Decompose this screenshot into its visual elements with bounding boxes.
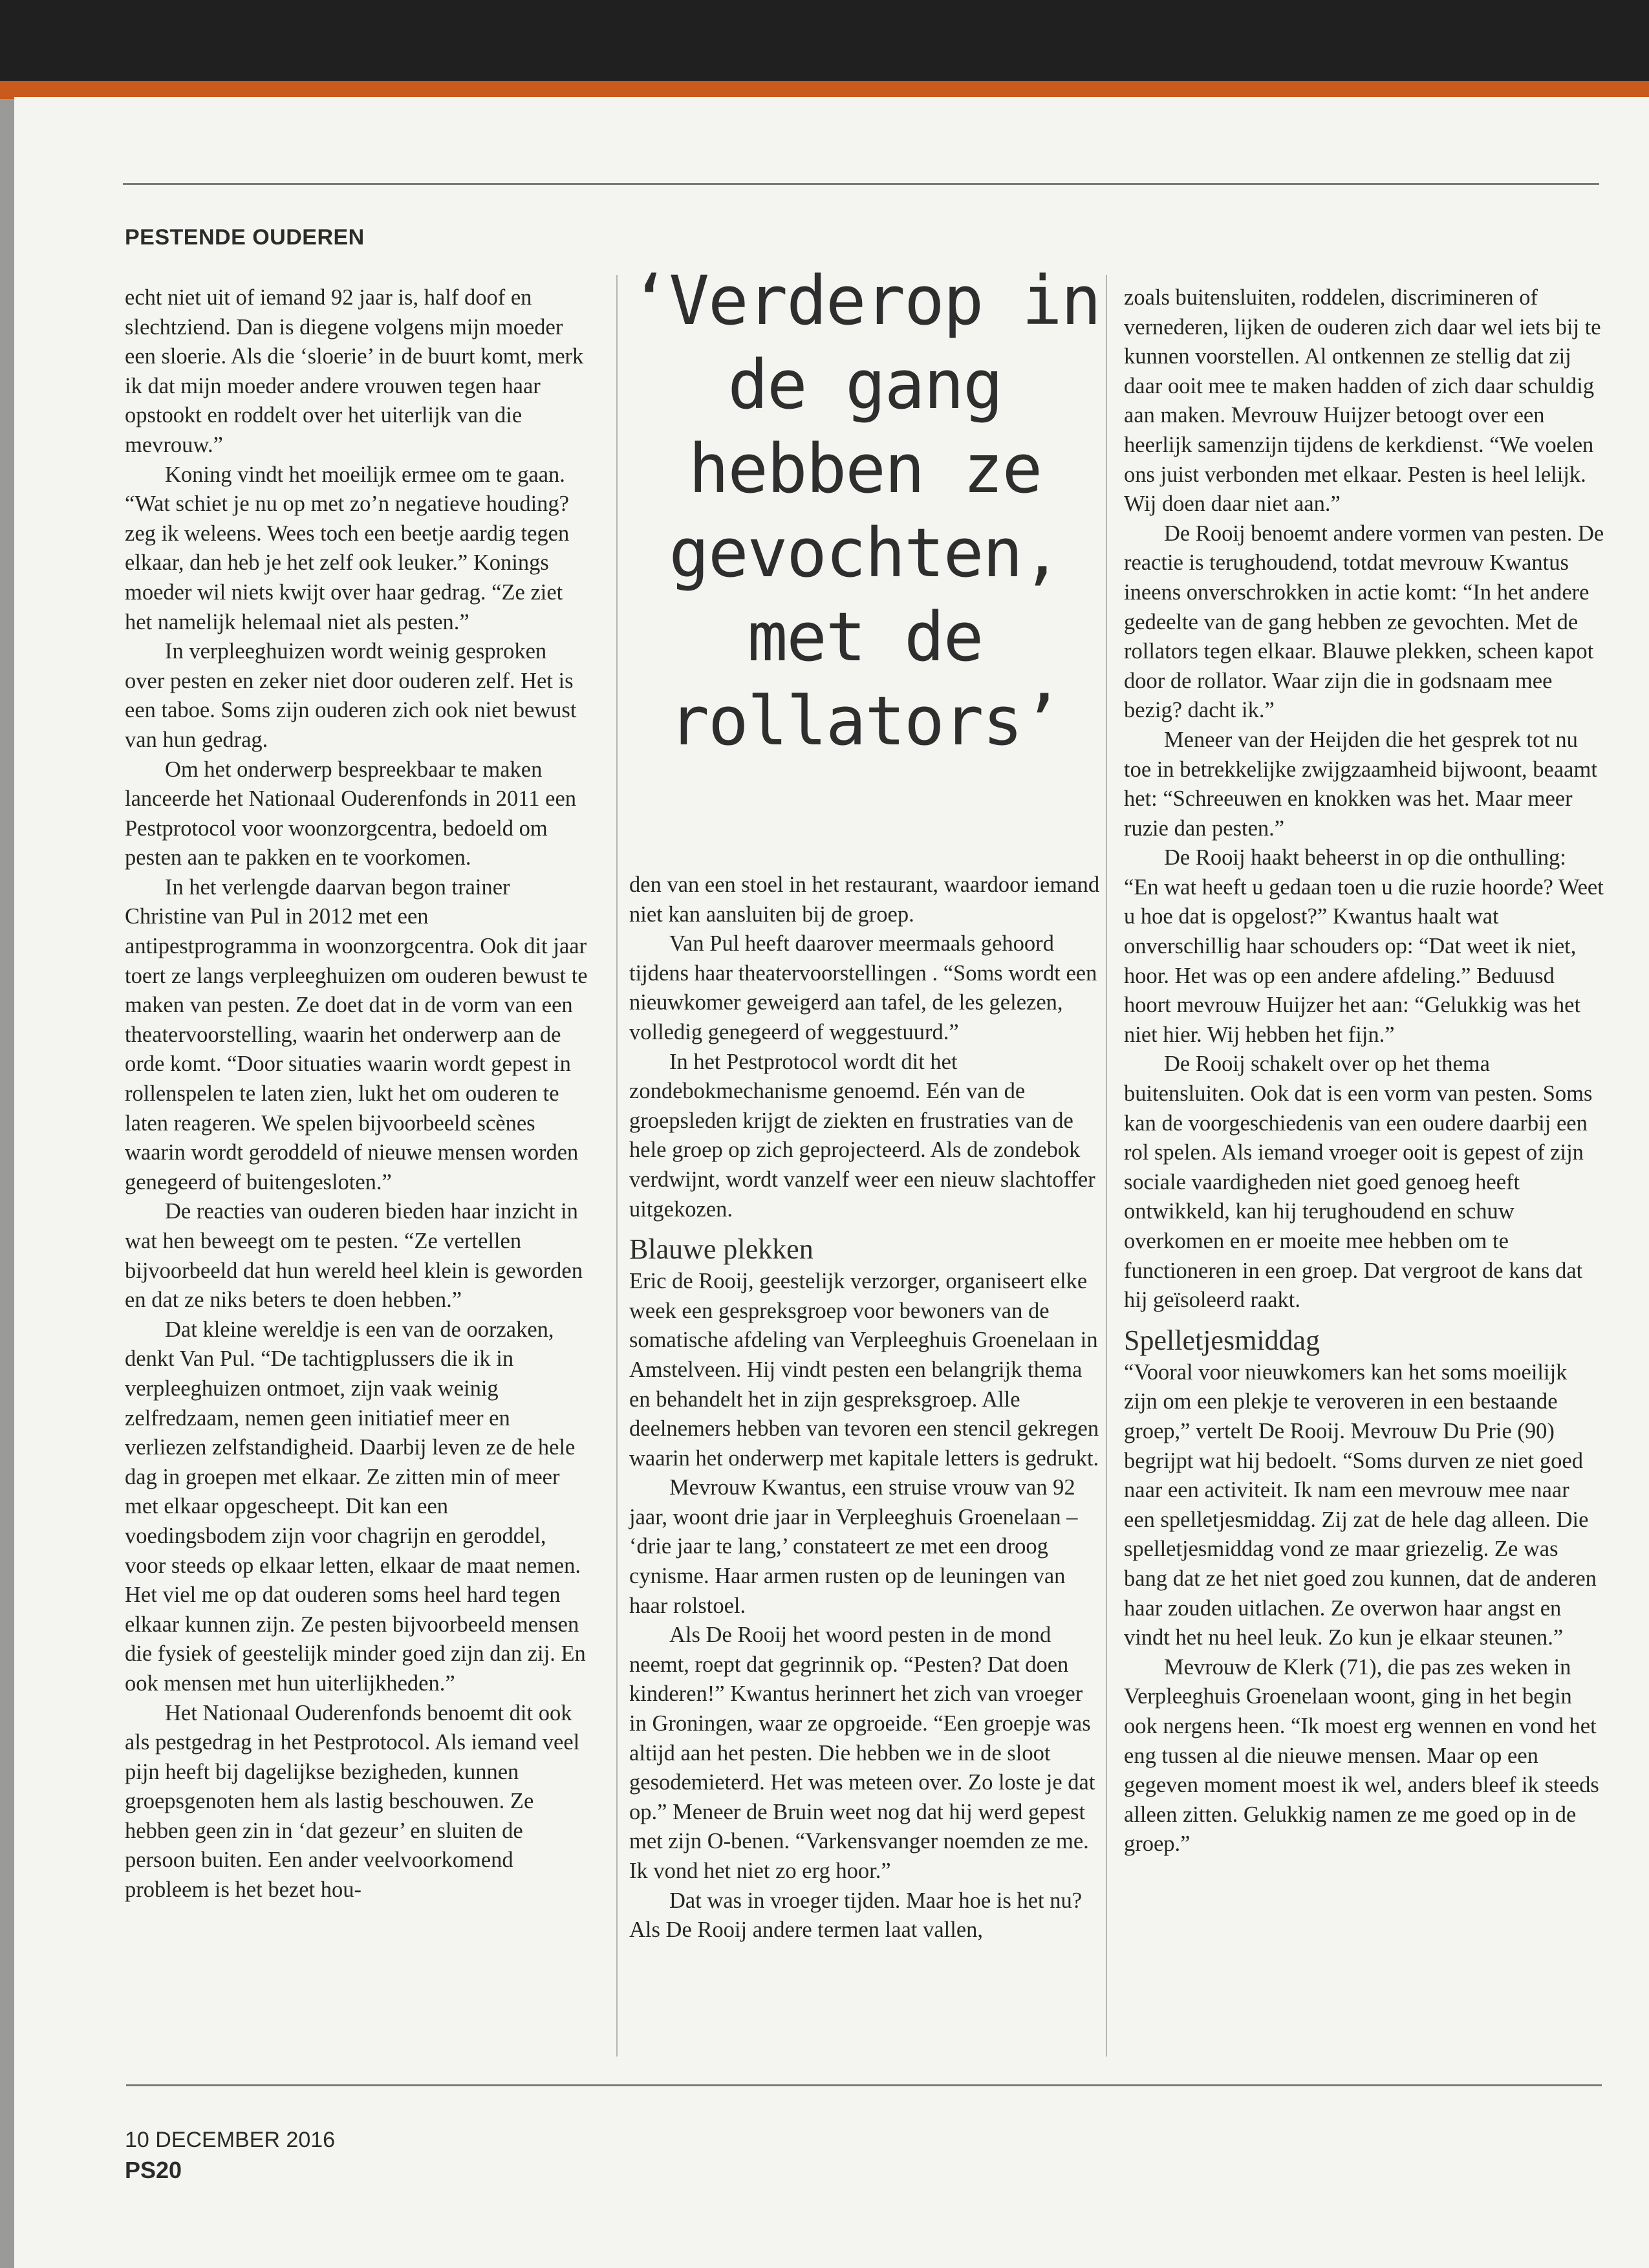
subheading-spelletjesmiddag: Spelletjesmiddag bbox=[1124, 1324, 1320, 1356]
paragraph: Dat kleine wereldje is een van de oorzaken, denkt Van Pul. “De tachtigplussers die ik in verpleeghuizen ontmoet, zijn vaak weinig zelfredzaam, nemen geen initiatief meer en verliezen zelfstandigheid. Daarbij leven ze de hele dag in groepen met elkaar. Ze zitten min of meer met elkaar opgescheept. Dit kan een voedingsbodem zijn voor chagrijn en geroddel, voor steeds op elkaar letten, elkaar de maat nemen. Het viel me op dat ouderen soms heel hard tegen elkaar kunnen zijn. Ze pesten bijvoorbeeld mensen die fysiek of geestelijk minder goed zijn dan zij. En ook mensen met hun uiterlijkheden.” bbox=[125, 1317, 586, 1696]
paragraph: In het verlengde daarvan begon trainer Christine van Pul in 2012 met een antipestprogramma in woonzorgcentra. Ook dit jaar toert ze langs verpleeghuizen om ouderen bewust te maken van pesten. Ze doet dat in de vorm van een theatervoorstelling, waarin het onderwerp aan de orde komt. “Door situaties waarin wordt gepest in rollenspelen te laten zien, lukt het om ouderen te laten reageren. We spelen bijvoorbeeld scènes waarin wordt geroddeld of nieuwe mensen worden genegeerd of buitengesloten.” bbox=[125, 874, 588, 1194]
pull-quote: ‘Verderop in de gang hebben ze gevochten, met de rollators’ bbox=[629, 261, 1101, 761]
header-rule bbox=[123, 183, 1599, 185]
column-divider-right bbox=[1106, 275, 1107, 2057]
article-column-2 bbox=[629, 870, 1105, 1945]
paragraph: Als De Rooij het woord pesten in de mond neemt, roept dat gegrinnik op. “Pesten? Dat doen kinderen!” Kwantus herinnert het zich van vroeger in Groningen, waar ze opgroeide. “Een groepje was altijd aan het pesten. Die hebben we in de sloot gesodemieterd. Het was meteen over. Zo loste je dat op.” Meneer de Bruin weet nog dat hij werd gepest met zijn O-benen. “Varkensvanger noemden ze me. Ik vond het niet zo erg hoor.” bbox=[629, 1623, 1095, 1883]
paragraph: Om het onderwerp bespreekbaar te maken lanceerde het Nationaal Ouderenfonds in 2011 een Pestprotocol voor woonzorgcentra, bedoeld om pesten aan te pakken en te voorkomen. bbox=[125, 757, 577, 870]
paragraph: den van een stoel in het restaurant, waardoor iemand niet kan aansluiten bij de groep. bbox=[629, 872, 1100, 927]
cover-edge-strip bbox=[0, 81, 1649, 99]
paragraph: Mevrouw Kwantus, een struise vrouw van 92 jaar, woont drie jaar in Verpleeghuis Groenelaan – ‘drie jaar te lang,’ constateert ze met een droog cynisme. Haar armen rusten op de leuningen van haar rolstoel. bbox=[629, 1475, 1078, 1618]
subheading-blauwe-plekken: Blauwe plekken bbox=[629, 1233, 814, 1266]
issue-date: 10 DECEMBER 2016 bbox=[125, 2128, 336, 2152]
article-column-1 bbox=[125, 283, 592, 1905]
paragraph: Koning vindt het moeilijk ermee om te gaan. “Wat schiet je nu op met zo’n negatieve houding? zeg ik weleens. Wees toch een beetje aardig tegen elkaar, dan heb je het zelf ook leuker.” Konings moeder wil niets kwijt over haar gedrag. “Ze ziet het namelijk helemaal niet als pesten.” bbox=[125, 462, 570, 634]
column-divider-left bbox=[616, 275, 618, 2057]
paragraph: Dat was in vroeger tijden. Maar hoe is het nu? Als De Rooij andere termen laat vallen, bbox=[629, 1888, 1083, 1943]
paragraph: De Rooij schakelt over op het thema buitensluiten. Ook dat is een vorm van pesten. Soms kan de voorgeschiedenis van een oudere daarbij een rol spelen. Als iemand vroeger ooit is gepest of zijn sociale vaardigheden niet goed genoeg heeft ontwikkeld, kan hij terughoudend en schuw overkomen en er moeite mee hebben om te functioneren in een groep. Dat vergroot de kans dat hij geïsoleerd raakt. bbox=[1124, 1052, 1593, 1313]
paragraph: Van Pul heeft daarover meermaals gehoord tijdens haar theatervoorstellingen . “Soms wordt een nieuwkomer geweigerd aan tafel, de les gelezen, volledig genegeerd of weggestuurd.” bbox=[629, 931, 1097, 1044]
paragraph: Het Nationaal Ouderenfonds benoemt dit ook als pestgedrag in het Pestprotocol. Als iemand veel pijn heeft bij dagelijkse bezigheden, kunnen groepsgenoten hem als lastig beschouwen. Ze hebben geen zin in ‘dat gezeur’ en sluiten de persoon buiten. Een ander veelvoorkomend probleem is het bezet hou- bbox=[125, 1700, 580, 1903]
page-spine-edge bbox=[0, 99, 14, 2268]
magazine-page-number: PS20 bbox=[125, 2157, 182, 2183]
paragraph: In verpleeghuizen wordt weinig gesproken over pesten en zeker niet door ouderen zelf. Het is een taboe. Soms zijn ouderen zich ook niet bewust van hun gedrag. bbox=[125, 639, 577, 752]
paragraph: zoals buitensluiten, roddelen, discrimineren of vernederen, lijken de ouderen zich daar wel iets bij te kunnen voorstellen. Al ontkennen ze stellig dat zij daar ooit mee te maken hadden of zich daar schuldig aan maken. Mevrouw Huijzer betoogt over een heerlijk samenzijn tijdens de kerkdienst. “We voelen ons juist verbonden met elkaar. Pesten is heel lelijk. Wij doen daar niet aan.” bbox=[1124, 285, 1601, 517]
paragraph: Mevrouw de Klerk (71), die pas zes weken in Verpleeghuis Groenelaan woont, ging in het begin ook nergens heen. “Ik moest erg wennen en vond het eng tussen al die nieuwe mensen. Maar op een gegeven moment moest ik wel, anders bleef ik steeds alleen zitten. Gelukkig namen ze me goed op in de groep.” bbox=[1124, 1654, 1599, 1857]
article-column-3 bbox=[1124, 283, 1606, 1859]
paragraph: In het Pestprotocol wordt dit het zondebokmechanisme genoemd. Eén van de groepsleden krijgt de ziekten en frustraties van de hele groep op zich geprojecteerd. Als de zondebok verdwijnt, wordt vanzelf weer een nieuw slachtoffer uitgekozen. bbox=[629, 1049, 1095, 1222]
footer-rule bbox=[126, 2084, 1602, 2086]
paragraph: “Vooral voor nieuwkomers kan het soms moeilijk zijn om een plekje te veroveren in een bestaande groep,” vertelt De Rooij. Mevrouw Du Prie (90) begrijpt wat hij bedoelt. “Soms durven ze niet goed naar een activiteit. Ik nam een mevrouw mee naar een spelletjesmiddag. Zij zat de hele dag alleen. Die spelletjesmiddag vond ze maar griezelig. Ze was bang dat ze het niet goed zou kunnen, dat de anderen haar zouden uitlachen. Ze overwon haar angst en vindt het nu heel leuk. Zo kun je elkaar steunen.” bbox=[1124, 1359, 1597, 1650]
paragraph: De reacties van ouderen bieden haar inzicht in wat hen beweegt om te pesten. “Ze vertellen bijvoorbeeld dat hun wereld heel klein is geworden en dat ze niks beters te doen hebben.” bbox=[125, 1199, 583, 1313]
paragraph: Eric de Rooij, geestelijk verzorger, organiseert elke week een gespreksgroep voor bewoners van de somatische afdeling van Verpleeghuis Groenelaan in Amstelveen. Hij vindt pesten een belangrijk thema en behandelt het in zijn gespreksgroep. Alle deelnemers hebben van tevoren een stencil gekregen waarin het onderwerp met kapitale letters is gedrukt. bbox=[629, 1269, 1099, 1471]
paragraph: De Rooij benoemt andere vormen van pesten. De reactie is terughoudend, totdat mevrouw Kwantus ineens onverschrokken in actie komt: “In het andere gedeelte van de gang hebben ze gevochten. Met de rollators tegen elkaar. Blauwe plekken, scheen kapot door de rollator. Waar zijn die in godsnaam mee bezig? dacht ik.” bbox=[1124, 521, 1604, 723]
scanner-background-top bbox=[0, 0, 1649, 81]
paragraph: echt niet uit of iemand 92 jaar is, half doof en slechtziend. Dan is diegene volgens mijn moeder een sloerie. Als die ‘sloerie’ in de buurt komt, merk ik dat mijn moeder andere vrouwen tegen haar opstookt en roddelt over het uiterlijk van die mevrouw.” bbox=[125, 285, 584, 457]
paragraph: Meneer van der Heijden die het gesprek tot nu toe in betrekkelijke zwijgzaamheid bijwoont, beaamt het: “Schreeuwen en knokken was het. Maar meer ruzie dan pesten.” bbox=[1124, 727, 1597, 841]
paragraph: De Rooij haakt beheerst in op die onthulling: “En wat heeft u gedaan toen u die ruzie hoorde? Weet u hoe dat is opgelost?” Kwantus haalt wat onverschillig haar schouders op: “Dat weet ik niet, hoor. Het was op een andere afdeling.” Beduusd hoort mevrouw Huijzer het aan: “Gelukkig was het niet hier. Wij hebben het fijn.” bbox=[1124, 845, 1604, 1047]
section-label: PESTENDE OUDEREN bbox=[125, 225, 365, 250]
